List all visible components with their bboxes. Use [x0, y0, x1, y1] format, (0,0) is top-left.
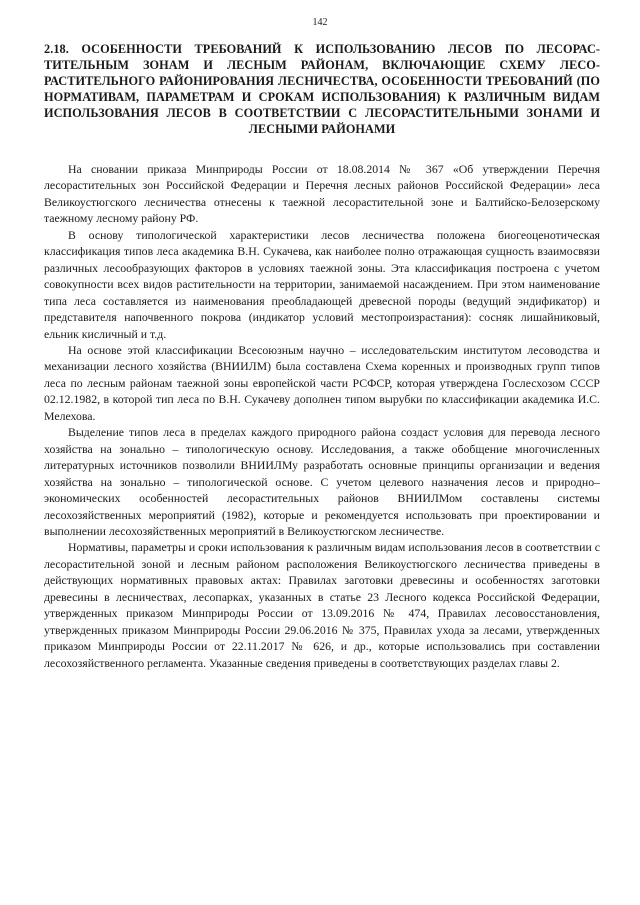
- paragraph-legal-basis: На сновании приказа Минприроды России от 18.08.2014 № 367 «Об утверждении Перечня лесорастительных зон Российской Федерации и Перечня лесных районов Российской Федерации» леса Великоустюгского лесничества отнесены к таежной лесорастительной зоне и Балтийско-Белозерскому таежному лесному району РФ.: [44, 162, 600, 226]
- page-number: 142: [312, 17, 328, 28]
- paragraph-typology-classification: В основу типологической характеристики лесов лесничества положена биогеоценотическая классификация типов леса академика В.Н. Сукачева, как наиболее полно отражающая сущность взаимосвязи различных лесообразующих факторов в условиях таежной зоны. Эта классификация построена с учетом совокупности всех видов растительности на территории, занимаемой насаждением. При этом наименование типа леса составляется из наименования преобладающей древесной породы (ведущий эндификатор) и представителя напочвенного покрова (индикатор условий местопроизрастания): сосняк лишайниковый, ельник кисличный и т.д.: [44, 227, 600, 341]
- paragraph-usage-norms: Нормативы, параметры и сроки использования к различным видам использования лесов в соответствии с лесорастительной зоной и лесным районом расположения Великоустюгского лесничества приведены в действующих нормативных правовых актах: Правилах заготовки древесины и особенностях заготовки древесины в лесничествах, лесопарках, указанных в статье 23 Лесного кодекса Российской Федерации, утвержденных приказом Минприроды России от 13.09.2016 № 474, Правилах лесовосстановления, утвержденных приказом Минприроды России 29.06.2016 № 375, Правилах ухода за лесами, утвержденных приказом Минприроды России от 22.11.2017 № 626, и др., которые использовались при составлении лесохозяйственного регламента. Указанные сведения приведены в соответствующих разделах главы 2.: [44, 540, 600, 670]
- body-text: [44, 161, 600, 671]
- paragraph-forest-type-zoning: Выделение типов леса в пределах каждого природного района создаст условия для перевода лесного хозяйства на зонально – типологическую основу. Исследования, а также обобщение многочисленных литературных источников позволили ВНИИЛМу разработать основные принципы организации и ведения хозяйства на зонально – типологической основе. С учетом целевого назначения лесов и природно–экономических особенностей лесорастительных районов ВНИИЛМом составлены системы лесохозяйственных мероприятий (1982), которые и рекомендуется использовать при проектировании и выполнении лесохозяйственных мероприятий в Великоустюгском лесничестве.: [44, 425, 600, 538]
- section-heading: 2.18. ОСОБЕННОСТИ ТРЕБОВАНИЙ К ИСПОЛЬЗОВАНИЮ ЛЕСОВ ПО ЛЕСОРАСТИТЕЛЬНЫМ ЗОНАМ И ЛЕСНЫМ РАЙОНАМ, ВКЛЮЧАЮЩИЕ СХЕМУ ЛЕСОРАСТИТЕЛЬНОГО РАЙОНИРОВАНИЯ ЛЕСНИЧЕСТВА, ОСОБЕННОСТИ ТРЕБОВАНИЙ (ПО НОРМАТИВАМ, ПАРАМЕТРАМ И СРОКАМ ИСПОЛЬЗОВАНИЯ) К РАЗЛИЧНЫМ ВИДАМ ИСПОЛЬЗОВАНИЯ ЛЕСОВ В СООТВЕТСТВИИ С ЛЕСОРАСТИТЕЛЬНЫМИ ЗОНАМИ И ЛЕСНЫМИ РАЙОНАМИ: [44, 42, 600, 137]
- paragraph-vniilm-scheme: На основе этой классификации Всесоюзным научно – исследовательским институтом лесоводства и механизации лесного хозяйства (ВНИИЛМ) была составлена Схема коренных и производных групп типов леса по лесным районам таежной зоны европейской части РСФСР, которая утверждена Гослесхозом СССР 02.12.1982, в которой тип леса по В.Н. Сукачеву дополнен типом вырубки по классификации академика И.С. Мелехова.: [44, 342, 600, 423]
